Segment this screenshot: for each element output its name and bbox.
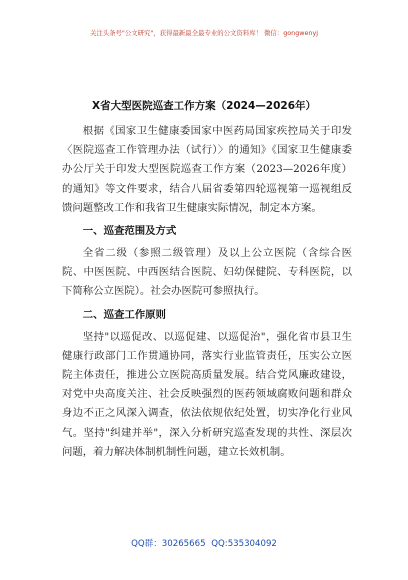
section-body-scope: 全省二级（参照二级管理）及以上公立医院（含综合医院、中医医院、中西医结合医院、妇幼保健院、专科医院，以下简称公立医院）。社会办医院可参照执行。	[62, 247, 352, 298]
section-heading-principles: 二、巡查工作原则	[82, 308, 166, 321]
section-body-principles: 坚持"以巡促改、以巡促建、以巡促治"，强化省市县卫生健康行政部门工作贯通协同，落实行业监管责任，压实公立医院主体责任，推进公立医院高质量发展。结合党风廉政建设，对党中央高度关注、社会反映强烈的医药领域腐败问题和群众身边不正之风深入调查，依法依规依纪处置，切实净化行业风气。坚持"纠建并举"，深入分析研究巡查发现的共性、深层次问题，着力解决体制机制性问题，建立长效机制。	[62, 330, 352, 458]
contact-footer: QQ群：30265665 QQ:535304092	[131, 539, 277, 549]
document-body	[62, 122, 352, 462]
section-heading-scope: 一、巡查范围及方式	[82, 225, 177, 238]
promo-banner: 关注头条号"公文研究"，获得最新最全最专业的公文资料库！ 微信：gongwenyj	[89, 29, 319, 37]
intro-paragraph: 根据《国家卫生健康委国家中医药局国家疾控局关于印发〈医院巡查工作管理办法（试行）〉的通知》《国家卫生健康委办公厅关于印发大型医院巡查工作方案（2023—2026年度）的通知》等文件要求，结合八届省委第四轮巡视第一巡视组反馈问题整改工作和我省卫生健康实际情况，制定本方案。	[62, 125, 352, 214]
document-title: X省大型医院巡查工作方案（2024—2026年）	[91, 100, 317, 112]
